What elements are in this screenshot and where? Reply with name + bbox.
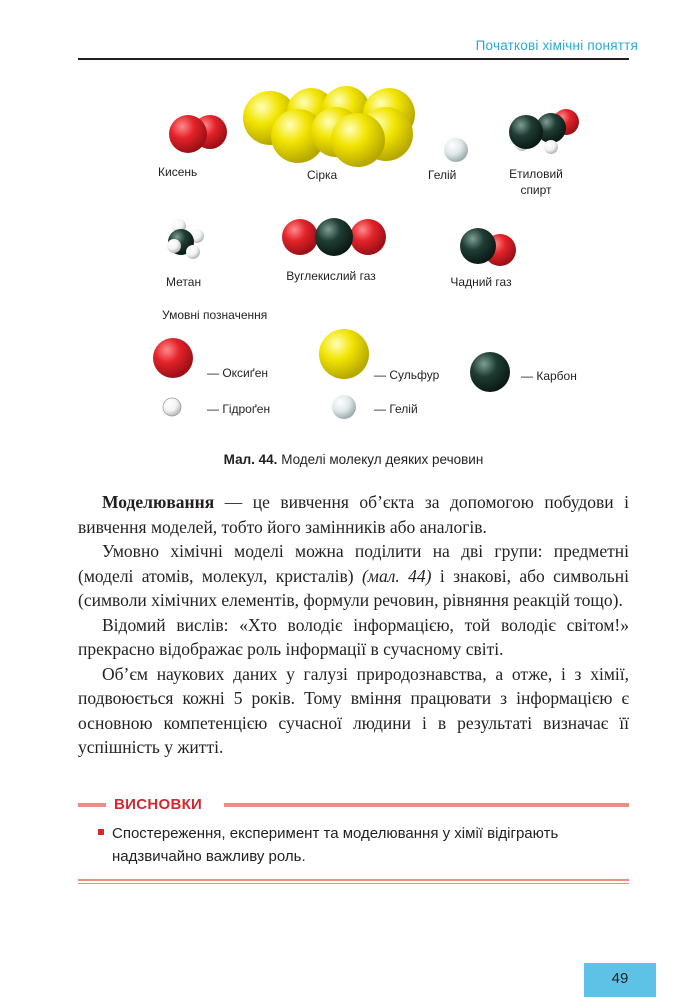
label-co2: Вуглекислий газ: [286, 269, 376, 283]
figure-caption: [78, 452, 629, 467]
molecule-illustration: [78, 72, 629, 452]
paragraph-quote: Відомий вислів: «Хто володіє інформацією, той володіє світом!» прекрасно відображає роль інформації в сучасному світі.: [78, 614, 629, 659]
paragraph-text: Умовно хімічні моделі можна поділити на дві групи: предметні (моделі атомів, молекул, кристалів): [78, 541, 629, 586]
legend-title: Умовні позначення: [162, 308, 268, 322]
page-number: 49: [611, 970, 629, 987]
legend-carbon-label: — Карбон: [521, 369, 577, 383]
paragraph-modeling: [78, 490, 629, 539]
running-header: Початкові хімічні поняття: [475, 38, 638, 53]
ethanol-molecule-model: [509, 109, 579, 154]
conclusions-rule-left: [78, 803, 106, 807]
caption-text: Моделі молекул деяких речовин: [277, 452, 484, 467]
label-helium: Гелій: [428, 168, 457, 182]
paragraph-data-growth: Об’єм наукових даних у галузі природознавства, а отже, і з хімії, подвоюється кожні 5 років. Тому вміння працювати з інформацією є основною компетенцією сучасної людини і в результаті визначає її успішність у житті.: [78, 663, 629, 757]
legend-helium-label: — Гелій: [374, 402, 418, 416]
legend-helium-atom: [332, 395, 356, 419]
conclusions-title: ВИСНОВКИ: [114, 796, 203, 813]
legend-sulfur-atom: [319, 329, 369, 379]
helium-atom-model: [444, 138, 468, 162]
label-ethanol: Етиловий спирт: [509, 167, 563, 197]
molecule-figure: [78, 72, 629, 492]
legend-carbon-atom: [470, 352, 510, 392]
co-molecule-model: [460, 228, 516, 266]
label-methane: Метан: [166, 275, 202, 289]
conclusion-item: Спостереження, експеримент та моделювання у хімії відіграють надзвичайно важливу роль.: [112, 825, 559, 865]
legend-hydrogen-atom: [163, 398, 181, 416]
conclusions-bottom-rule-thin: [78, 883, 629, 884]
conclusions-bottom-rule: [78, 879, 629, 881]
oxygen-molecule-model: [169, 115, 227, 153]
caption-label: Мал. 44.: [223, 452, 278, 467]
body-text: [78, 490, 629, 760]
header-rule: [78, 58, 629, 60]
methane-molecule-model: [167, 219, 204, 259]
legend-hydrogen-label: — Гідроґен: [207, 402, 271, 416]
sulfur-molecule-model: [243, 86, 415, 167]
paragraph-text: і знакові, або символьні (символи хімічних елементів, формули речовин, рівняння реакцій тощо).: [78, 565, 629, 610]
figure-reference: (мал. 44): [361, 565, 432, 586]
label-co: Чадний газ: [450, 275, 512, 289]
paragraph-text: — це вивчення об’єкта за допомогою побудови і вивчення моделей, тобто його замінників або аналогів.: [78, 492, 629, 537]
paragraph-model-groups: [78, 539, 629, 613]
legend-oxygen-label: — Оксиґен: [207, 366, 268, 380]
co2-molecule-model: [282, 218, 386, 256]
legend-sulfur-label: — Сульфур: [374, 368, 440, 382]
term-modeling: Моделювання: [102, 492, 215, 512]
label-oxygen: Кисень: [158, 165, 198, 179]
conclusions-rule-right: [224, 803, 629, 807]
legend-oxygen-atom: [153, 338, 193, 378]
label-sulfur: Сірка: [307, 168, 338, 182]
conclusions-header: [78, 796, 629, 816]
